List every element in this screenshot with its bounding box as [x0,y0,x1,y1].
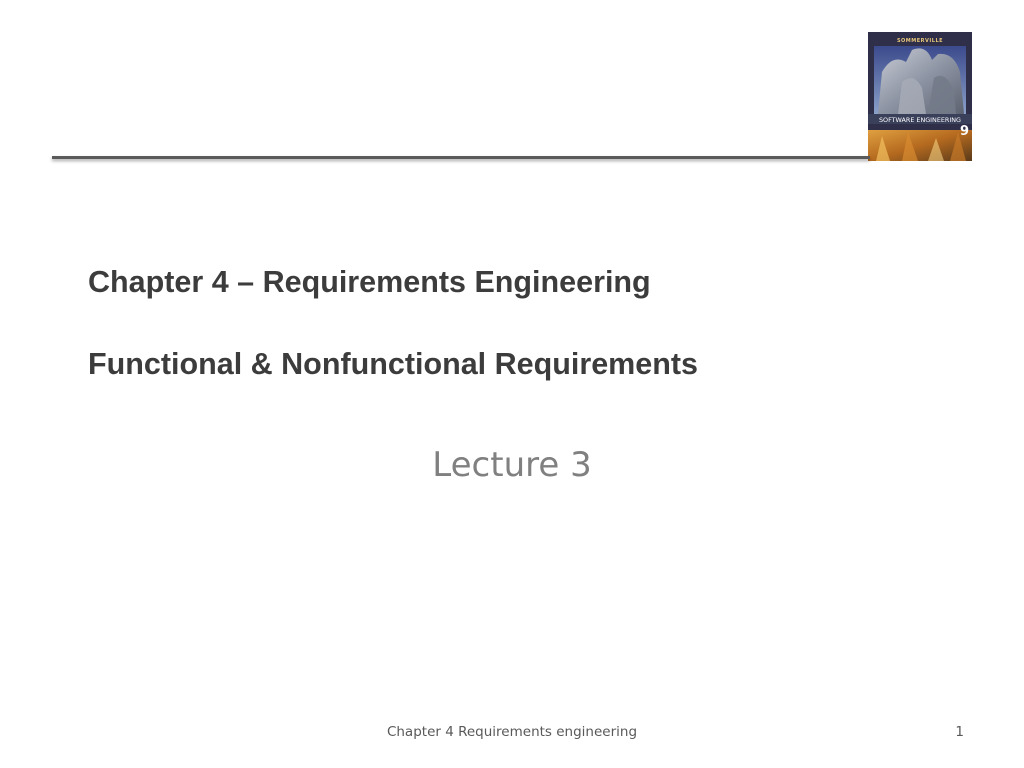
title-line-topic: Functional & Nonfunctional Requirements [88,347,699,381]
book-cover-art [868,32,972,161]
slide-title [88,262,948,384]
book-cover-edition: 9 [959,124,969,139]
slide-footer: Chapter 4 Requirements engineering [386,724,638,740]
slide-page-number: 1 [955,724,964,740]
header-divider [52,156,870,159]
book-cover-author: SOMMERVILLE [896,38,944,44]
title-line-chapter: Chapter 4 – Requirements Engineering [88,265,651,299]
slide-subtitle: Lecture 3 [432,445,592,485]
book-cover-title: SOFTWARE ENGINEERING [879,116,961,124]
book-cover-image [868,32,972,161]
